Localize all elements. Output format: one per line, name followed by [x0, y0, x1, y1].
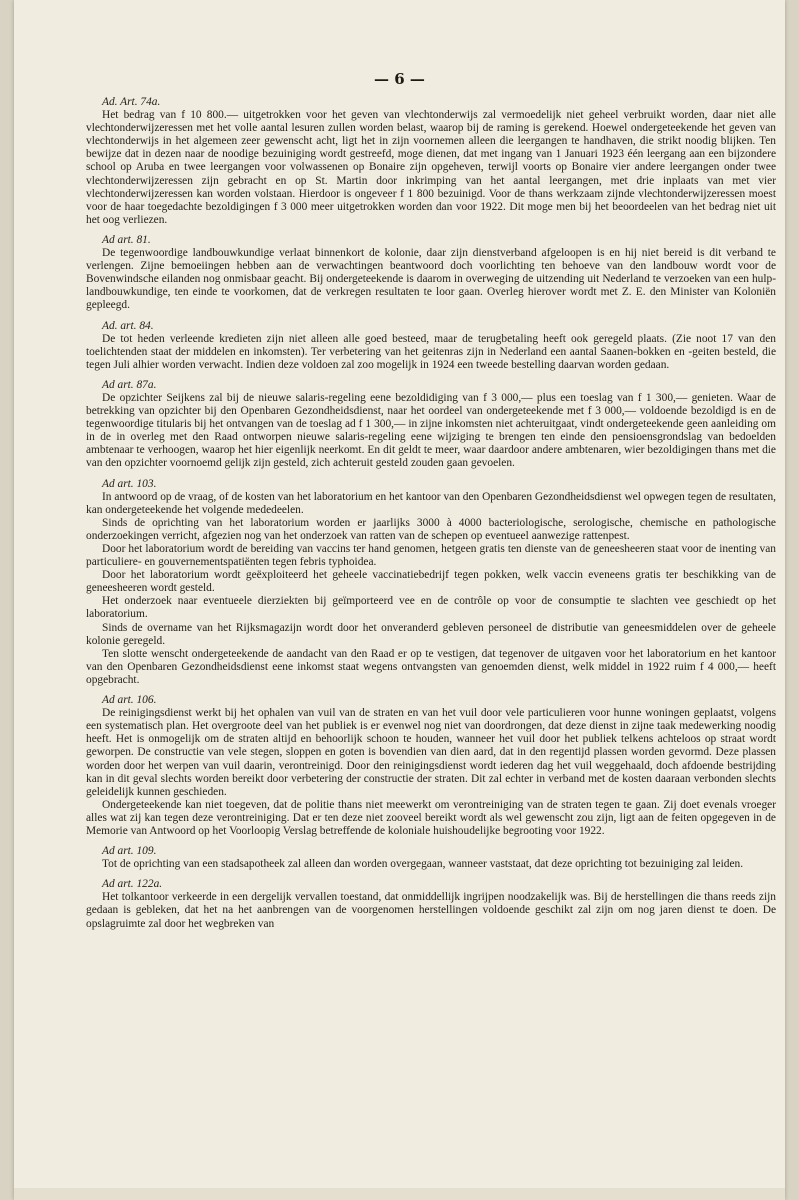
paragraph: Het bedrag van f 10 800.— uitgetrokken voor het geven van vlechtonderwijs zal vermoedelijk niet geheel verbruikt worden, daar niet alle vlechtonderwijzeressen met het volle aantal lesuren zullen worden belast, waarop bij de raming is gerekend. Hoewel ondergeteekende het geven van vlechtonderwijs in het algemeen zeer gewenscht acht, ligt het in zijn voornemen alleen die leergangen te handhaven, die strikt noodig blijken. Ten bewijze dat in dezen naar de noodige bezuiniging wordt gestreefd, moge dienen, dat met ingang van 1 Januari 1923 één leergang aan een bijzondere school op Aruba en twee leergangen voor volwassenen op Bonaire zijn opgeheven, terwijl voorts op Bonaire vier andere leergangen onder twee vlechtonderwijzeressen zijn gebracht en op St. Martin door inkrimping van het aantal leergangen, met drie inplaats van met vier vlechtonderwijzeressen kan worden volstaan. Hierdoor is ongeveer f 1 800 bezuinigd. Voor de thans werkzaam zijnde vlechtonderwijzeressen moest voor de haar toegedachte bezoldigingen f 3 000 meer uitgetrokken worden dan voor 1922. Dit moge men bij het beoordeelen van het bedrag niet uit het oog verliezen. — [86, 109, 776, 226]
paragraph: De tot heden verleende kredieten zijn niet alleen alle goed besteed, maar de terugbetaling heeft ook geregeld plaats. (Zie noot 17 van den toelichtenden staat der middelen en inkomsten). Ter verbetering van het geitenras zijn in Nederland een aantal Saanen-bokken en -geiten besteld, die tegen Juli alhier worden verwacht. Indien deze voldoen zal zoo mogelijk in 1924 een tweede bestelling daarvan worden gedaan. — [86, 332, 776, 371]
article-section — [86, 234, 776, 313]
article-section — [86, 845, 776, 871]
article-section — [86, 320, 776, 372]
paragraph: De opzichter Seijkens zal bij de nieuwe salaris-regeling eene bezoldidiging van f 3 000,— plus een toeslag van f 1 300,— genieten. Waar de betrekking van opzichter bij den Openbaren Gezondheidsdienst, naar het oordeel van ondergeteekende met f 3 000,— voldoende bezoldigd is en de tegenwoordige titularis bij het ontvangen van de toeslag ad f 1 300,— in zijne inkomsten niet achteruitgaat, vindt ondergeteekende geen aanleiding om in de in overleg met den Raad ontworpen nieuwe salaris-regeling eene wijziging te brengen ten einde den pensioensgrondslag van bedoelden ambtenaar te verhoogen, waarop het hier eigenlijk neerkomt. En dit geldt te meer, waar daardoor andere ambtenaren, wier bezoldigingen thans met die van den opzichter voornoemd gelijk zijn gesteld, zich achteruit gesteld zouden gaan gevoelen. — [86, 391, 776, 470]
article-heading: Ad art. 109. — [102, 845, 157, 858]
article-section — [86, 379, 776, 471]
article-heading: Ad art. 106. — [102, 694, 157, 707]
document-page — [14, 0, 785, 1200]
paragraph: Ondergeteekende kan niet toegeven, dat de politie thans niet meewerkt om verontreiniging van de straten tegen te gaan. Zij doet evenals vroeger alles wat zij kan tegen deze verontreiniging. Dat er ten deze niet zooveel bereikt wordt als wel gewenscht zou zijn, ligt aan de feiten opgegeven in de Memorie van Antwoord op het Voorloopig Verslag betreffende de koloniale huishoudelijke begrooting voor 1922. — [86, 798, 776, 837]
paragraph: Het tolkantoor verkeerde in een dergelijk vervallen toestand, dat onmiddellijk ingrijpen noodzakelijk was. Bij de herstellingen die thans reeds zijn gedaan is gebleken, dat het na het aanbrengen van de voorgenomen herstellingen voldoende geschikt zal zijn om nog jaren dienst te doen. De opslagruimte zal door het wegbreken van — [86, 891, 776, 930]
article-heading: Ad art. 87a. — [102, 378, 157, 391]
paragraph: Door het laboratorium wordt de bereiding van vaccins ter hand genomen, hetgeen gratis ten dienste van de geneesheeren staat voor de inenting van particuliere- en gouvernementspatiënten tegen febris typhoidea. — [86, 543, 776, 569]
paragraph: De reinigingsdienst werkt bij het ophalen van vuil van de straten en van het vuil door vele particulieren voor hunne woningen geplaatst, volgens een systematisch plan. Het overgroote deel van het publiek is er evenwel nog niet van doordrongen, dat deze dienst in zijne taak medewerking noodig heeft. Het is onmogelijk om de straten altijd en behoorlijk schoon te houden, wanneer het vuil door het publiek telkens achteloos op straat wordt geworpen. De constructie van vele stegen, sloppen en goten is bovendien van dien aard, dat in den regentijd plassen worden gevormd. Deze plassen worden door het werpen van vuil daarin, verontreinigd. Door den reinigingsdienst wordt iederen dag het vuil weggehaald, doch afdoende bestrijding kan in dit geval slechts worden bereikt door verbetering der constructie der straten. Dit zal echter in verband met de kosten daaraan verbonden slechts geleidelijk kunnen geschieden. — [86, 707, 776, 798]
article-heading: Ad art. 122a. — [102, 878, 163, 891]
paragraph: Sinds de overname van het Rijksmagazijn wordt door het onveranderd gebleven personeel de distributie van geneesmiddelen over de geheele kolonie geregeld. — [86, 621, 776, 647]
paragraph: Sinds de oprichting van het laboratorium worden er jaarlijks 3000 à 4000 bacteriologische, serologische, chemische en pathologische onderzoekingen verricht, afgezien nog van het onderzoek van ratten van de schepen op eventueel aanwezige rattenpest. — [86, 516, 776, 542]
article-section — [86, 694, 776, 838]
article-heading: Ad art. 103. — [102, 477, 157, 490]
article-section — [86, 478, 776, 688]
paragraph: Door het laboratorium wordt geëxploiteerd het geheele vaccinatiebedrijf tegen pokken, welk vaccin eveneens gratis ter beschikking van de geneesheeren wordt gesteld. — [86, 569, 776, 595]
article-heading: Ad. Art. 74a. — [102, 96, 161, 108]
paragraph: Het onderzoek naar eventueele dierziekten bij geïmporteerd vee en de contrôle op voor de consumptie te slachten vee geschiedt op het laboratorium. — [86, 595, 776, 621]
paragraph: De tegenwoordige landbouwkundige verlaat binnenkort de kolonie, daar zijn dienstverband afgeloopen is en hij niet bereid is dit verband te verlengen. Zijne bemoeiingen hebben aan de verwachtingen beantwoord doch voorlichting ten behoeve van den landbouw wordt voor de Bovenwindsche eilanden nog onmisbaar geacht. Bij ondergeteekende is daarom in overweging de uitzending uit Nederland te verzoeken van een hulp-landbouwkundige, ten einde te voorkomen, dat de verkregen resultaten te loor gaan. Overleg hierover wordt met Z. E. den Minister van Koloniën gepleegd. — [86, 247, 776, 312]
paragraph: Tot de oprichting van een stadsapotheek zal alleen dan worden overgegaan, wanneer vaststaat, dat deze oprichting tot bezuiniging zal leiden. — [102, 858, 744, 871]
article-section — [86, 878, 776, 930]
body-text — [86, 96, 776, 938]
article-heading: Ad. art. 84. — [102, 319, 154, 332]
paragraph: Ten slotte wenscht ondergeteekende de aandacht van den Raad er op te vestigen, dat tegenover de uitgaven voor het laboratorium en het kantoor van den Openbaren Gezondheidsdienst eene inkomst staat wegens ontvangsten van genoemden dienst, welk middel in 1922 ruim f 4 000,— heeft opgebracht. — [86, 647, 776, 686]
article-heading: Ad art. 81. — [102, 233, 151, 246]
paragraph: In antwoord op de vraag, of de kosten van het laboratorium en het kantoor van den Openbaren Gezondheidsdienst wel opwegen tegen de resultaten, kan ondergeteekende het volgende mededeelen. — [86, 490, 776, 516]
page-bottom-edge — [14, 1188, 785, 1200]
article-section — [86, 96, 776, 227]
page-number: — 6 — — [374, 70, 425, 88]
